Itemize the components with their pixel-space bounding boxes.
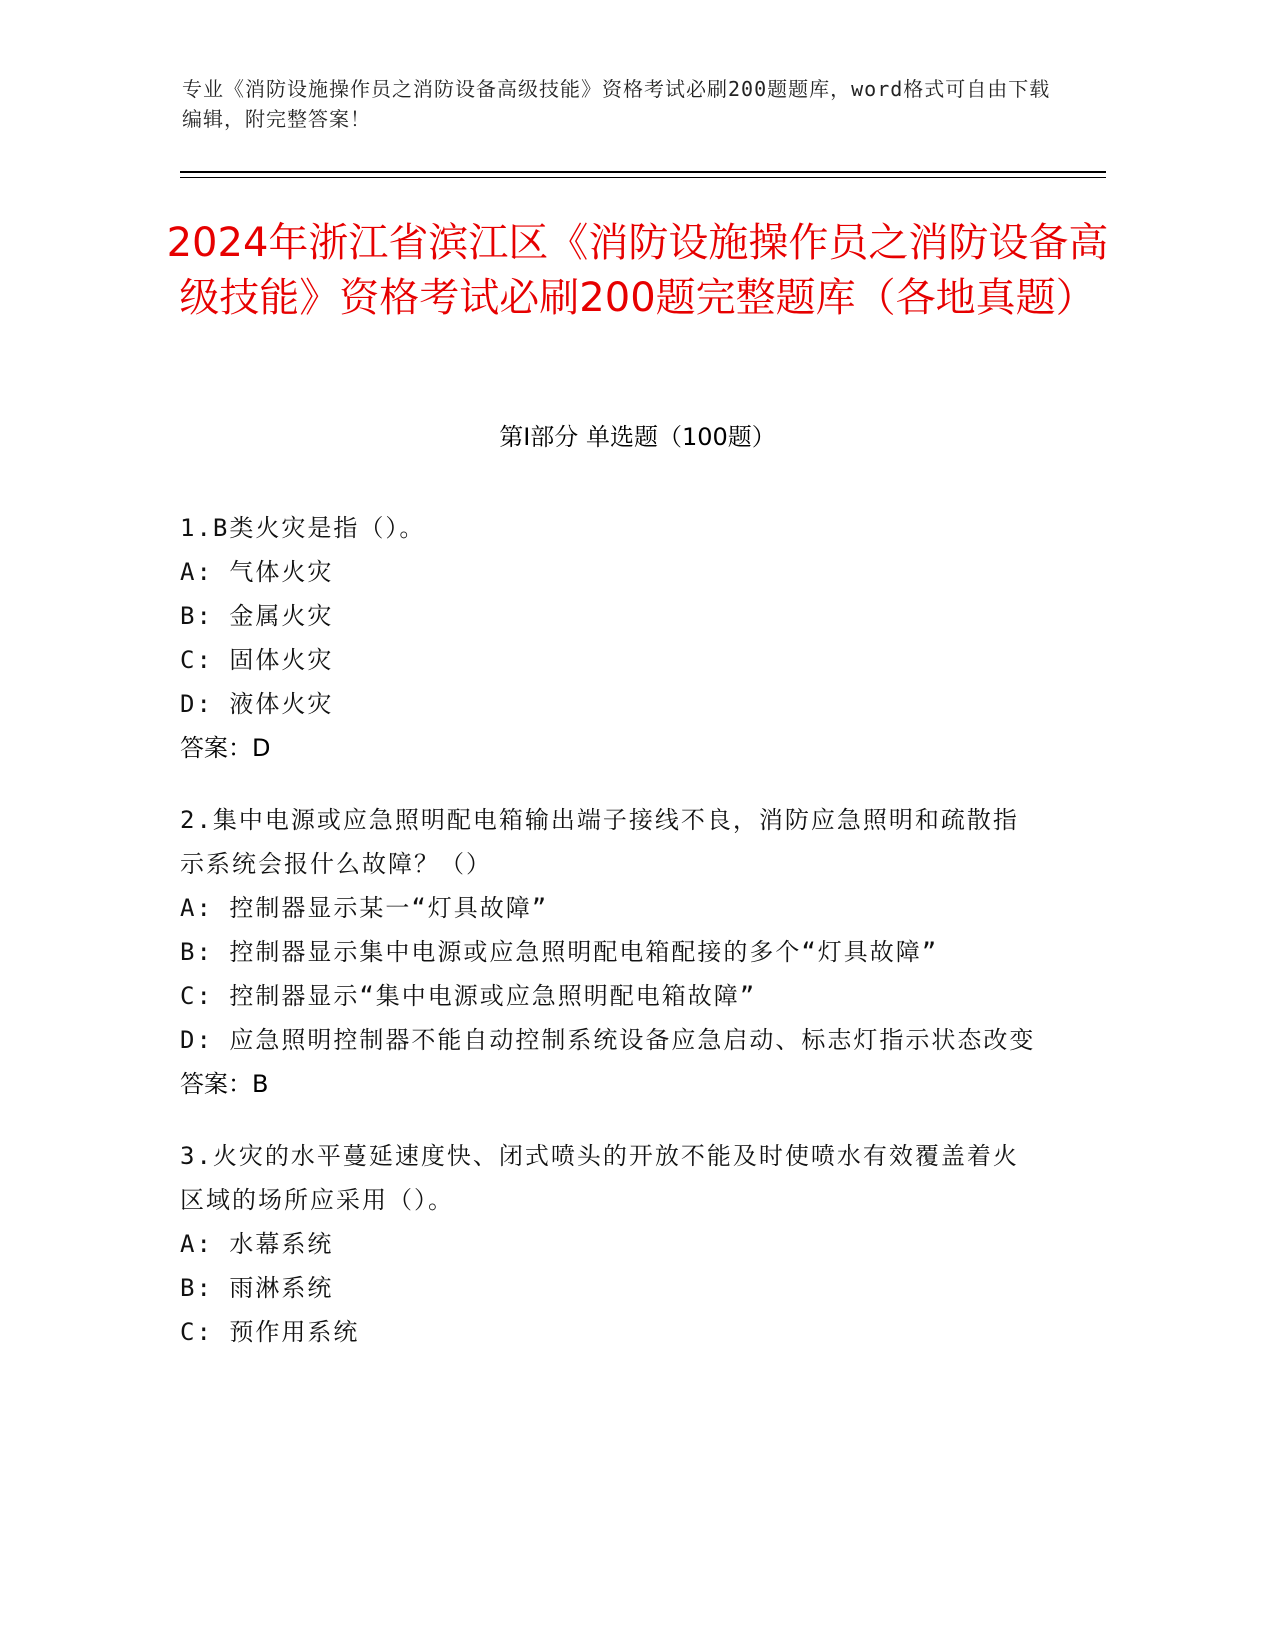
header-note: 专业《消防设施操作员之消防设备高级技能》资格考试必刷200题题库，word格式可自由下载编辑，附完整答案！ bbox=[182, 77, 1051, 131]
option-d: D: 液体火灾 bbox=[180, 690, 334, 718]
question-1 bbox=[180, 506, 1040, 770]
option-c: C: 控制器显示“集中电源或应急照明配电箱故障” bbox=[180, 982, 757, 1010]
header-divider-thick bbox=[180, 171, 1106, 173]
question-stem: 1.B类火灾是指（）。 bbox=[180, 514, 426, 542]
question-2 bbox=[180, 798, 1040, 1106]
answer: 答案：B bbox=[180, 1070, 269, 1098]
answer: 答案：D bbox=[180, 734, 271, 762]
option-a: A: 控制器显示某一“灯具故障” bbox=[180, 894, 549, 922]
question-3 bbox=[180, 1134, 1040, 1354]
option-c: C: 预作用系统 bbox=[180, 1318, 360, 1346]
option-d: D: 应急照明控制器不能自动控制系统设备应急启动、标志灯指示状态改变 bbox=[180, 1026, 1036, 1054]
option-c: C: 固体火灾 bbox=[180, 646, 334, 674]
section-heading: 第I部分 单选题（100题） bbox=[499, 423, 776, 451]
option-a: A: 气体火灾 bbox=[180, 558, 334, 586]
option-b: B: 金属火灾 bbox=[180, 602, 334, 630]
option-a: A: 水幕系统 bbox=[180, 1230, 334, 1258]
question-stem: 2.集中电源或应急照明配电箱输出端子接线不良，消防应急照明和疏散指示系统会报什么故障？（） bbox=[180, 806, 1019, 878]
option-b: B: 雨淋系统 bbox=[180, 1274, 334, 1302]
header-divider-thin bbox=[180, 177, 1106, 178]
question-list bbox=[180, 506, 1040, 1382]
document-title: 2024年浙江省滨江区《消防设施操作员之消防设备高级技能》资格考试必刷200题完整题库（各地真题） bbox=[166, 220, 1109, 321]
question-stem: 3.火灾的水平蔓延速度快、闭式喷头的开放不能及时使喷水有效覆盖着火区域的场所应采用（）。 bbox=[180, 1142, 1019, 1214]
option-b: B: 控制器显示集中电源或应急照明配电箱配接的多个“灯具故障” bbox=[180, 938, 939, 966]
